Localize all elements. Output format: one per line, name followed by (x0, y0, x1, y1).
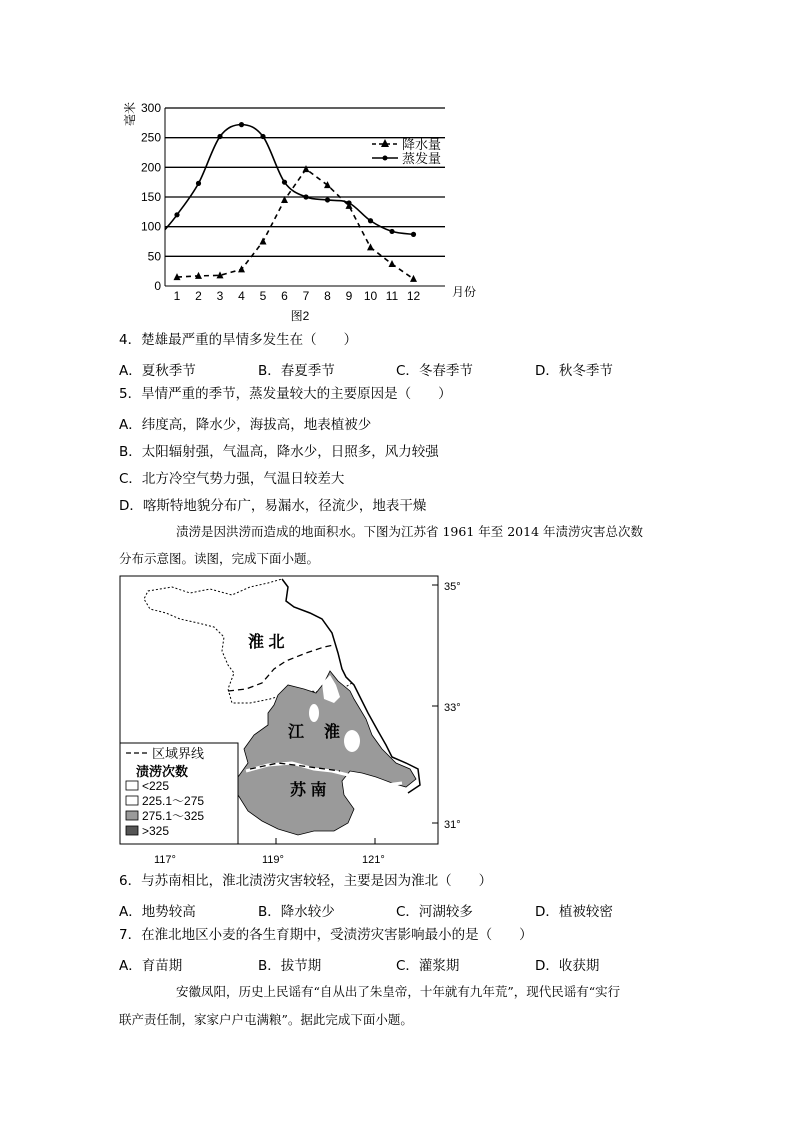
q4-option-d[interactable]: D．秋冬季节 (535, 363, 613, 379)
y-tick-label: 200 (140, 160, 161, 175)
y-tick-label: 250 (140, 130, 161, 145)
x-unit-label: 月份 (452, 285, 477, 299)
evaporation-point (174, 212, 179, 217)
series-line-precipitation (177, 169, 414, 279)
evaporation-point (303, 194, 308, 199)
x-tick-label: 4 (238, 289, 245, 303)
legend-evap: 蒸发量 (402, 151, 442, 166)
evaporation-point (260, 134, 265, 139)
q7-option-d[interactable]: D．收获期 (535, 958, 600, 974)
q6-option-d[interactable]: D．植被较密 (535, 904, 613, 920)
precipitation-point (303, 165, 310, 172)
lon-121: 121° (362, 854, 385, 866)
q6-option-a[interactable]: A．地势较高 (119, 904, 196, 920)
chart-caption: 图2 (290, 309, 310, 323)
chart-series (165, 122, 417, 282)
q7-option-b[interactable]: B．拔节期 (258, 958, 322, 974)
y-tick-label: 300 (140, 101, 161, 115)
x-tick-label: 7 (302, 289, 310, 303)
q5-stem: 5．旱情严重的季节，蒸发量较大的主要原因是（ ） (119, 386, 452, 402)
label-jiang: 江 (288, 724, 305, 741)
lat-33: 33° (444, 702, 461, 714)
chart-legend (372, 137, 441, 166)
intro2-line1: 渍涝是因洪涝而造成的地面积水。下图为江苏省 1961 年至 2014 年渍涝灾害总次数 (176, 524, 644, 539)
evaporation-point (217, 134, 222, 139)
evaporation-point (282, 180, 287, 185)
x-tick-label: 10 (363, 289, 378, 303)
q4-stem: 4．楚雄最严重的旱情多发生在（ ） (119, 332, 358, 348)
precipitation-point (260, 238, 267, 245)
evaporation-point (389, 229, 394, 234)
precipitation-point (367, 243, 374, 250)
low-count-patch-2 (309, 704, 319, 722)
legend-class-3: 275.1～325 (142, 809, 205, 823)
q5-option-a[interactable]: A．纬度高，降水少，海拔高，地表植被少 (119, 417, 372, 433)
y-tick-label: 150 (140, 190, 161, 204)
x-tick-label: 11 (385, 289, 399, 303)
q5-option-d[interactable]: D．喀斯特地貌分布广，易漏水，径流少，地表干燥 (119, 498, 427, 514)
precipitation-point (410, 275, 417, 282)
q7-option-c[interactable]: C．灌浆期 (396, 958, 460, 974)
q7-stem: 7．在淮北地区小麦的各生育期中，受渍涝灾害影响最小的是（ ） (119, 927, 533, 943)
y-tick-labels (141, 101, 161, 293)
x-tick-label: 3 (216, 289, 224, 303)
x-tick-label: 8 (324, 289, 331, 303)
q6-option-b[interactable]: B．降水较少 (258, 904, 335, 920)
precipitation-point (324, 181, 331, 188)
label-sunan: 苏 南 (290, 782, 327, 799)
q7-option-a[interactable]: A．育苗期 (119, 958, 183, 974)
q4-option-b[interactable]: B．春夏季节 (258, 363, 335, 379)
legend-boundary: 区域界线 (152, 746, 205, 761)
q4-option-a[interactable]: A．夏秋季节 (119, 363, 196, 379)
legend-triangle-marker (381, 139, 389, 147)
intro3-line2: 联产责任制，家家户户屯满粮”。据此完成下面小题。 (119, 1012, 413, 1027)
legend-dot-marker (383, 156, 388, 161)
x-tick-label: 2 (195, 289, 202, 303)
evaporation-point (346, 200, 351, 205)
q6-option-c[interactable]: C．河湖较多 (396, 904, 473, 920)
evaporation-point (368, 218, 373, 223)
intro2-line2: 分布示意图。读图，完成下面小题。 (119, 551, 320, 566)
lat-31: 31° (444, 819, 461, 831)
x-tick-label: 1 (173, 289, 181, 303)
label-huaibei: 淮 北 (248, 634, 285, 651)
q4-option-c[interactable]: C．冬春季节 (396, 363, 473, 379)
evaporation-point (239, 122, 244, 127)
y-tick-label: 0 (154, 279, 161, 293)
map-legend (120, 743, 238, 844)
legend-class-2: 225.1～275 (142, 794, 205, 808)
low-count-patch-3 (344, 730, 360, 752)
lat-35: 35° (444, 581, 461, 593)
label-huai: 淮 (324, 724, 341, 741)
x-tick-label: 6 (281, 289, 288, 303)
series-line-evaporation (165, 125, 414, 235)
q6-stem: 6．与苏南相比，淮北渍涝灾害较轻，主要是因为淮北（ ） (119, 873, 493, 889)
intro3-line1: 安徽凤阳，历史上民谣有“自从出了朱皇帝，十年就有九年荒”，现代民谣有“实行 (176, 984, 621, 999)
legend-rain: 降水量 (402, 137, 442, 152)
precipitation-point (389, 260, 396, 267)
y-tick-label: 50 (147, 249, 161, 264)
q5-option-c[interactable]: C．北方冷空气势力强，气温日较差大 (119, 471, 345, 487)
legend-title: 渍涝次数 (136, 764, 189, 779)
legend-class-1: <225 (142, 779, 170, 793)
x-tick-label: 12 (406, 289, 421, 303)
evaporation-point (196, 181, 201, 186)
evaporation-point (325, 197, 330, 202)
x-tick-labels (174, 289, 421, 303)
jiangsu-map (110, 573, 480, 865)
y-tick-label: 100 (140, 219, 161, 234)
lon-119: 119° (262, 854, 284, 866)
precipitation-point (238, 265, 245, 272)
x-tick-label: 9 (345, 289, 353, 303)
climate-chart (123, 98, 477, 328)
y-unit-label: 毫米 (123, 101, 137, 126)
x-tick-label: 5 (259, 289, 267, 303)
q5-option-b[interactable]: B．太阳辐射强，气温高，降水少，日照多，风力较强 (119, 444, 439, 460)
legend-class-4: >325 (142, 824, 170, 838)
lon-117: 117° (154, 854, 176, 866)
evaporation-point (411, 232, 416, 237)
